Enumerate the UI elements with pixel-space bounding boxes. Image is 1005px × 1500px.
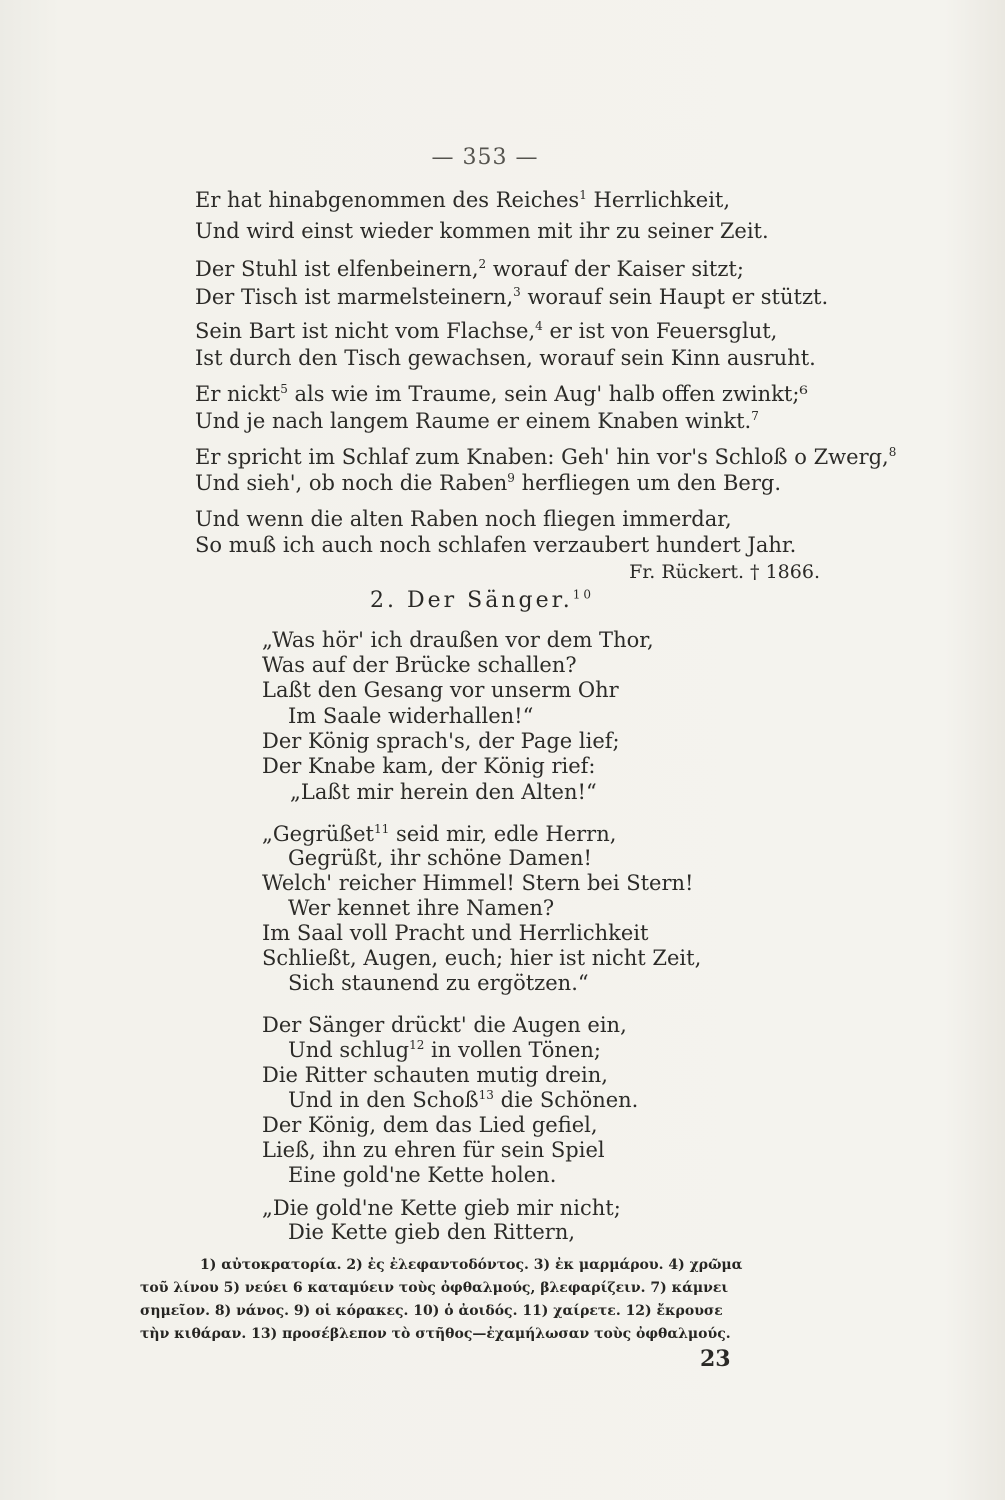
poem-line: Und schlug$^{12}$ in vollen Tönen; bbox=[288, 1038, 601, 1062]
poem-line: Die Ritter schauten mutig drein, bbox=[262, 1063, 608, 1087]
poem-line: Der Stuhl ist elfenbeinern,$^2$ worauf der Kaiser sitzt; bbox=[195, 257, 744, 281]
poem-line: Die Kette gieb den Rittern, bbox=[288, 1220, 576, 1244]
poem-line: „Die gold'ne Kette gieb mir nicht; bbox=[262, 1196, 621, 1220]
poem-line: Er spricht im Schlaf zum Knaben: Geh' hin vor's Schloß o Zwerg,$^8$ bbox=[195, 445, 897, 469]
poem-line: Gegrüßt, ihr schöne Damen! bbox=[288, 846, 592, 870]
poem-line: Und in den Schoß$^{13}$ die Schönen. bbox=[288, 1088, 639, 1112]
poem-line: Welch' reicher Himmel! Stern bei Stern! bbox=[262, 871, 694, 895]
poem-line: Ist durch den Tisch gewachsen, worauf sein Kinn ausruht. bbox=[195, 346, 816, 370]
poem-line: „Laßt mir herein den Alten!“ bbox=[290, 780, 597, 804]
footnote-line: τὴν κιθάραν. 13) προσέβλεπον τὸ στῆθος—ἐχαμήλωσαν τοὺς ὀφθαλμούς. bbox=[140, 1326, 731, 1342]
poem-line: Und sieh', ob noch die Raben$^9$ herfliegen um den Berg. bbox=[195, 471, 782, 495]
poem-line: So muß ich auch noch schlafen verzaubert hundert Jahr. bbox=[195, 533, 797, 557]
poem-line: Sich staunend zu ergötzen.“ bbox=[288, 971, 589, 995]
poem-line: Wer kennet ihre Namen? bbox=[288, 896, 555, 920]
poem-line: Der König sprach's, der Page lief; bbox=[262, 729, 620, 753]
poem-line: Und wenn die alten Raben noch fliegen immerdar, bbox=[195, 507, 732, 531]
poem-line: Eine gold'ne Kette holen. bbox=[288, 1163, 557, 1187]
page-number: — 353 — bbox=[431, 145, 539, 170]
poem-line: Er nickt$^5$ als wie im Traume, sein Aug' halb offen zwinkt;⁶ bbox=[195, 382, 808, 406]
poem-line: Und je nach langem Raume er einem Knaben winkt.$^7$ bbox=[195, 409, 759, 433]
poem-line: Der Knabe kam, der König rief: bbox=[262, 754, 596, 778]
poem-line: Laßt den Gesang vor unserm Ohr bbox=[262, 678, 619, 702]
poem-line: Ließ, ihn zu ehren für sein Spiel bbox=[262, 1138, 605, 1162]
footnote-line: σημεῖον. 8) νάνος. 9) οἱ κόρακες. 10) ὁ ἀοιδός. 11) χαίρετε. 12) ἔκρουσε bbox=[140, 1303, 723, 1319]
footnote-line: τοῦ λίνου 5) νεύει 6 καταμύειν τοὺς ὀφθαλμούς, βλεφαρίζειν. 7) κάμνει bbox=[140, 1280, 729, 1296]
poem-line: Und wird einst wieder kommen mit ihr zu seiner Zeit. bbox=[195, 219, 769, 243]
poem-line: Im Saal voll Pracht und Herrlichkeit bbox=[262, 921, 649, 945]
poem-line: Im Saale widerhallen!“ bbox=[288, 704, 534, 728]
poem-line: „Gegrüßet$^{11}$ seid mir, edle Herrn, bbox=[262, 822, 617, 846]
poem-line: Schließt, Augen, euch; hier ist nicht Zeit, bbox=[262, 946, 702, 970]
poem-line: Was auf der Brücke schallen? bbox=[262, 653, 577, 677]
poem-line: Der Tisch ist marmelsteinern,$^3$ worauf sein Haupt er stützt. bbox=[195, 285, 829, 309]
poem-line: Er hat hinabgenommen des Reiches$^1$ Herrlichkeit, bbox=[195, 188, 731, 212]
footnote-line: 1) αὐτοκρατορία. 2) ἐς ἐλεφαντοδόντος. 3) ἐκ μαρμάρου. 4) χρῶμα bbox=[200, 1257, 743, 1273]
poem-line: Sein Bart ist nicht vom Flachse,$^4$ er ist von Feuersglut, bbox=[195, 319, 778, 343]
poem-line: „Was hör' ich draußen vor dem Thor, bbox=[262, 628, 654, 652]
section-title: 2. Der Sänger.$^{10}$ bbox=[370, 587, 594, 613]
poem-attribution: Fr. Rückert. † 1866. bbox=[629, 561, 820, 583]
printer-signature: 23 bbox=[700, 1346, 731, 1372]
poem-line: Der König, dem das Lied gefiel, bbox=[262, 1113, 598, 1137]
poem-line: Der Sänger drückt' die Augen ein, bbox=[262, 1013, 627, 1037]
